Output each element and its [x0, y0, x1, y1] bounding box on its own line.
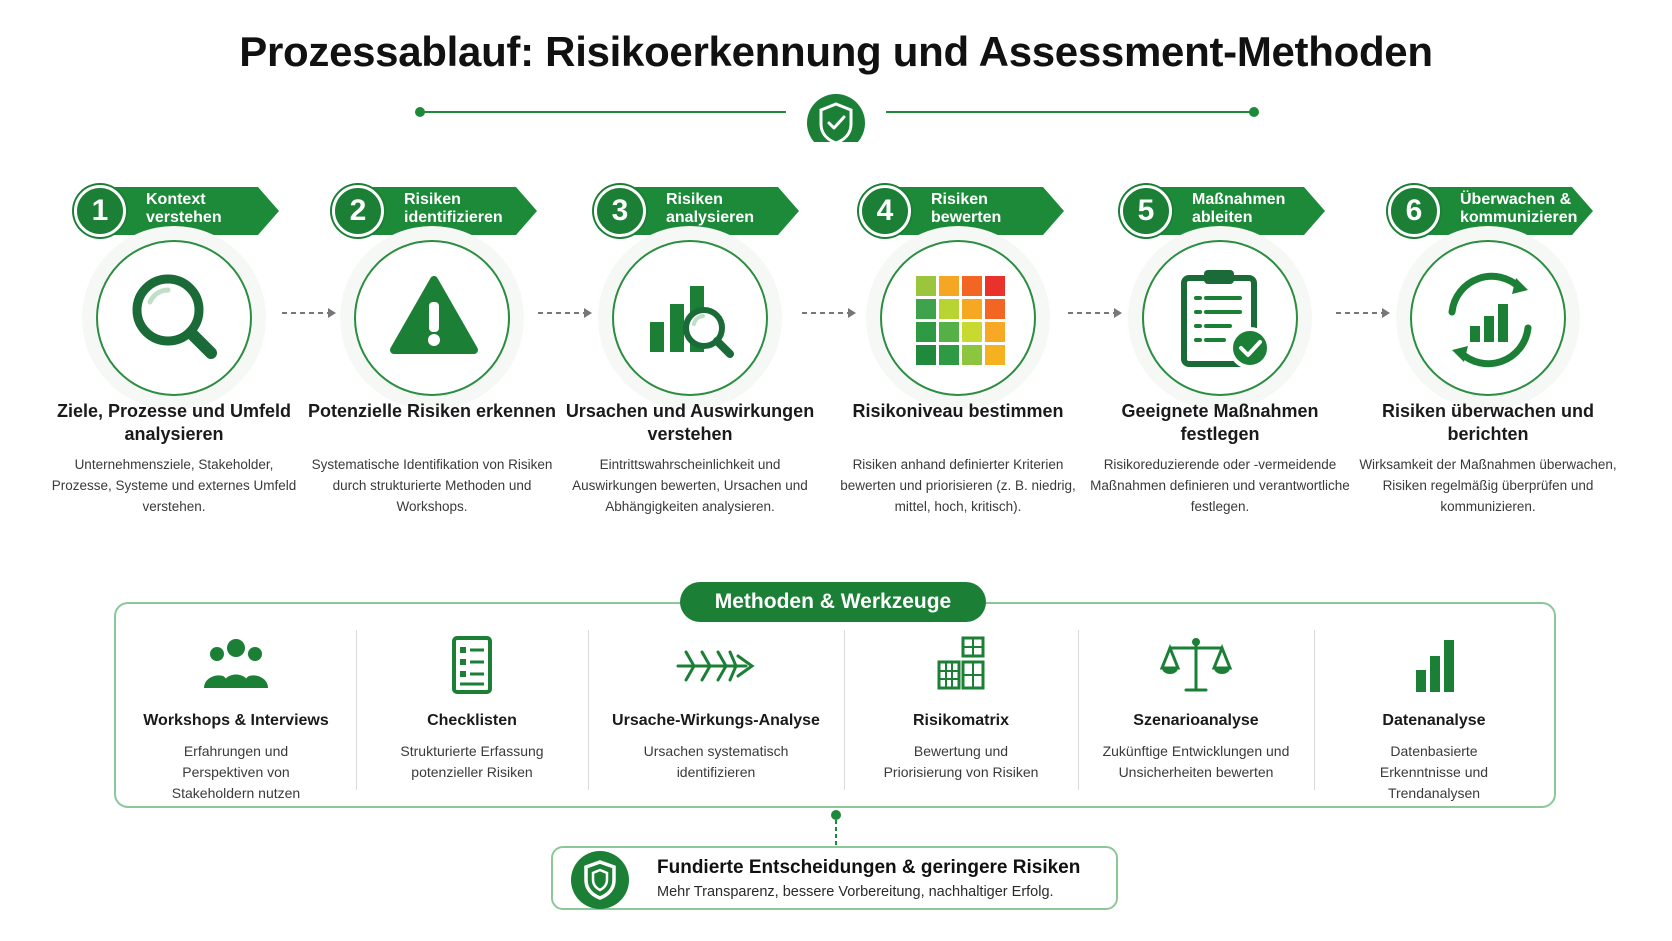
step-badge-label: Kontext verstehen	[146, 191, 222, 226]
heatmap-grid-icon	[880, 240, 1036, 396]
step-title: Geeignete Maßnahmen festlegen	[1121, 401, 1319, 444]
methods-title: Methoden & Werkzeuge	[680, 582, 986, 622]
cycle-chart-icon	[1410, 240, 1566, 396]
method-name: Risikomatrix	[912, 712, 1010, 729]
method-description: Erfahrungen und Perspektiven von Stakeholdern nutzen	[171, 743, 301, 801]
step-description: Unternehmensziele, Stakeholder, Prozesse, Systeme und externes Umfeld verstehen.	[51, 457, 297, 514]
process-steps	[0, 170, 1672, 550]
methods-panel	[114, 602, 1556, 808]
step-number: 6	[1388, 185, 1440, 237]
step-number: 2	[332, 185, 384, 237]
method-name: Checklisten	[427, 712, 517, 729]
step-badge-label: Überwachen & kommunizieren	[1460, 191, 1578, 226]
step-badge	[594, 177, 799, 237]
method-risikomatrix	[844, 604, 1078, 810]
method-name: Workshops & Interviews	[143, 712, 329, 729]
method-description: Strukturierte Erfassung potenzieller Risiken	[400, 743, 544, 780]
checklist-icon	[432, 634, 512, 698]
step-badge	[859, 177, 1064, 237]
people-group-icon	[196, 634, 276, 698]
step-description: Systematische Identifikation von Risiken durch strukturierte Methoden und Workshops.	[311, 457, 553, 514]
step-number: 4	[859, 185, 911, 237]
step-description: Risiken anhand definierter Kriterien bewerten und priorisieren (z. B. niedrig, mittel, hoch, kritisch).	[840, 457, 1076, 514]
dashed-arrow-connector	[1066, 305, 1126, 321]
method-datenanalyse	[1314, 604, 1554, 810]
step-description: Eintrittswahrscheinlichkeit und Auswirkungen bewerten, Ursachen und Abhängigkeiten analysieren.	[572, 457, 808, 514]
fishbone-icon	[676, 634, 756, 698]
matrix-icon	[921, 634, 1001, 698]
method-name: Szenarioanalyse	[1133, 712, 1259, 729]
method-description: Bewertung und Priorisierung von Risiken	[883, 743, 1039, 780]
page-title: Prozessablauf: Risikoerkennung und Assessment-Methoden	[239, 28, 1433, 75]
step-badge-label: Maßnahmen ableiten	[1192, 191, 1286, 226]
method-workshops	[116, 604, 356, 810]
result-box	[551, 846, 1118, 910]
result-subtitle: Mehr Transparenz, bessere Vorbereitung, nachhaltiger Erfolg.	[657, 884, 1054, 900]
method-name: Datenanalyse	[1382, 712, 1486, 729]
title-decoration	[0, 82, 1672, 142]
step-title: Risiken überwachen und berichten	[1381, 401, 1595, 444]
step-badge-label: Risiken bewerten	[931, 191, 1002, 226]
step-badge	[74, 177, 279, 237]
step-title: Risikoniveau bestimmen	[852, 401, 1064, 421]
dashed-arrow-connector	[280, 305, 340, 321]
method-szenarioanalyse	[1078, 604, 1314, 810]
step-title: Ziele, Prozesse und Umfeld analysieren	[56, 401, 292, 444]
method-description: Datenbasierte Erkenntnisse und Trendanalysen	[1379, 743, 1489, 801]
step-number: 5	[1120, 185, 1172, 237]
dashed-arrow-connector	[536, 305, 596, 321]
step-number: 3	[594, 185, 646, 237]
step-badge-label: Risiken identifizieren	[404, 191, 503, 226]
dashed-link	[829, 808, 843, 848]
warning-triangle-icon	[354, 240, 510, 396]
method-checklisten	[356, 604, 588, 810]
step-badge	[332, 177, 537, 237]
step-description: Wirksamkeit der Maßnahmen überwachen, Risiken regelmäßig überprüfen und kommunizieren.	[1359, 457, 1617, 514]
clipboard-check-icon	[1142, 240, 1298, 396]
method-description: Ursachen systematisch identifizieren	[643, 743, 789, 780]
method-name: Ursache-Wirkungs-Analyse	[612, 712, 820, 729]
method-ursache-wirkung	[588, 604, 844, 810]
magnifier-icon	[96, 240, 252, 396]
step-description: Risikoreduzierende oder -vermeidende Maßnahmen definieren und verantwortliche festlegen.	[1090, 457, 1350, 514]
method-description: Zukünftige Entwicklungen und Unsicherheiten bewerten	[1102, 743, 1290, 780]
step-badge-label: Risiken analysieren	[666, 191, 755, 226]
bar-chart-magnifier-icon	[612, 240, 768, 396]
step-badge	[1388, 177, 1593, 237]
step-number: 1	[74, 185, 126, 237]
dashed-arrow-connector	[800, 305, 860, 321]
step-title: Ursachen und Auswirkungen verstehen	[565, 401, 815, 444]
result-title: Fundierte Entscheidungen & geringere Risiken	[657, 857, 1081, 878]
step-title: Potenzielle Risiken erkennen	[307, 401, 557, 421]
bar-chart-icon	[1394, 634, 1474, 698]
step-badge	[1120, 177, 1325, 237]
shield-check-icon	[807, 94, 865, 142]
scales-icon	[1156, 634, 1236, 698]
shield-icon	[571, 851, 629, 909]
dashed-arrow-connector	[1334, 305, 1394, 321]
